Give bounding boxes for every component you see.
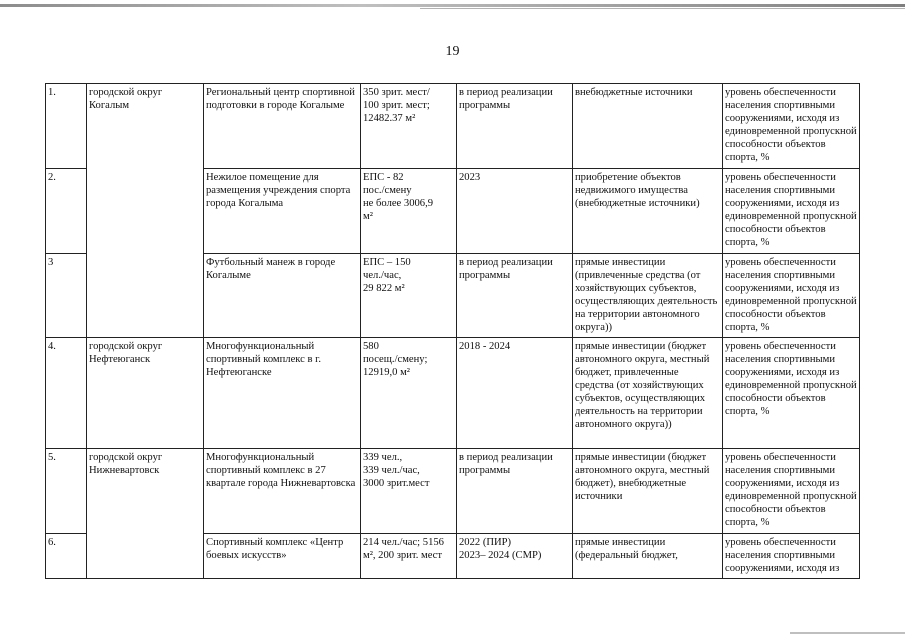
district-cell: городской округ Когалым bbox=[87, 84, 204, 338]
period-cell: в период реализации программы bbox=[457, 449, 573, 534]
period-cell: 2018 - 2024 bbox=[457, 338, 573, 449]
table-row bbox=[46, 338, 860, 449]
period-cell: в период реализации программы bbox=[457, 254, 573, 338]
capacity-cell: 350 зрит. мест/ 100 зрит. мест; 12482.37 м² bbox=[361, 84, 457, 169]
row-number: 3 bbox=[46, 254, 87, 338]
object-name-cell: Многофункциональный спортивный комплекс в г. Нефтеюганске bbox=[204, 338, 361, 449]
capacity-cell: 339 чел., 339 чел./час, 3000 зрит.мест bbox=[361, 449, 457, 534]
row-number: 5. bbox=[46, 449, 87, 534]
funding-source-cell: прямые инвестиции (бюджет автономного округа, местный бюджет), внебюджетные источники bbox=[573, 449, 723, 534]
indicator-cell: уровень обеспеченности населения спортивными сооружениями, исходя из bbox=[723, 534, 860, 579]
object-name-cell: Спортивный комплекс «Центр боевых искусств» bbox=[204, 534, 361, 579]
row-number: 6. bbox=[46, 534, 87, 579]
indicator-cell: уровень обеспеченности населения спортивными сооружениями, исходя из единовременной пропускной способности объектов спорта, % bbox=[723, 169, 860, 254]
indicator-cell: уровень обеспеченности населения спортивными сооружениями, исходя из единовременной пропускной способности объектов спорта, % bbox=[723, 84, 860, 169]
indicator-cell: уровень обеспеченности населения спортивными сооружениями, исходя из единовременной пропускной способности объектов спорта, % bbox=[723, 449, 860, 534]
object-name-cell: Многофункциональный спортивный комплекс в 27 квартале города Нижневартовска bbox=[204, 449, 361, 534]
indicator-cell: уровень обеспеченности населения спортивными сооружениями, исходя из единовременной пропускной способности объектов спорта, % bbox=[723, 254, 860, 338]
funding-source-cell: внебюджетные источники bbox=[573, 84, 723, 169]
capacity-cell: 580 посещ./смену; 12919,0 м² bbox=[361, 338, 457, 449]
funding-source-cell: прямые инвестиции (привлеченные средства (от хозяйствующих субъектов, осуществляющих деятельность на территории автономного округа)) bbox=[573, 254, 723, 338]
row-number: 1. bbox=[46, 84, 87, 169]
object-name-cell: Региональный центр спортивной подготовки в городе Когалыме bbox=[204, 84, 361, 169]
funding-source-cell: прямые инвестиции (федеральный бюджет, bbox=[573, 534, 723, 579]
objects-table bbox=[45, 83, 860, 579]
page-number: 19 bbox=[445, 44, 460, 59]
funding-source-cell: прямые инвестиции (бюджет автономного округа, местный бюджет, привлеченные средства (от хозяйствующих субъектов, осуществляющих деятельность на территории автономного округа)) bbox=[573, 338, 723, 449]
scan-artifact-top-secondary bbox=[420, 8, 905, 9]
district-cell: городской округ Нефтеюганск bbox=[87, 338, 204, 449]
table-row bbox=[46, 84, 860, 169]
period-cell: 2022 (ПИР) 2023– 2024 (СМР) bbox=[457, 534, 573, 579]
district-cell: городской округ Нижневартовск bbox=[87, 449, 204, 579]
period-cell: в период реализации программы bbox=[457, 84, 573, 169]
indicator-cell: уровень обеспеченности населения спортивными сооружениями, исходя из единовременной пропускной способности объектов спорта, % bbox=[723, 338, 860, 449]
object-name-cell: Футбольный манеж в городе Когалыме bbox=[204, 254, 361, 338]
scan-artifact-top bbox=[0, 4, 905, 7]
capacity-cell: ЕПС - 82 пос./смену не более 3006,9 м² bbox=[361, 169, 457, 254]
period-cell: 2023 bbox=[457, 169, 573, 254]
row-number: 2. bbox=[46, 169, 87, 254]
row-number: 4. bbox=[46, 338, 87, 449]
capacity-cell: 214 чел./час; 5156 м², 200 зрит. мест bbox=[361, 534, 457, 579]
funding-source-cell: приобретение объектов недвижимого имущества (внебюджетные источники) bbox=[573, 169, 723, 254]
capacity-cell: ЕПС – 150 чел./час, 29 822 м² bbox=[361, 254, 457, 338]
object-name-cell: Нежилое помещение для размещения учреждения спорта города Когалыма bbox=[204, 169, 361, 254]
table-row bbox=[46, 449, 860, 534]
scan-artifact-bottom bbox=[790, 632, 905, 634]
